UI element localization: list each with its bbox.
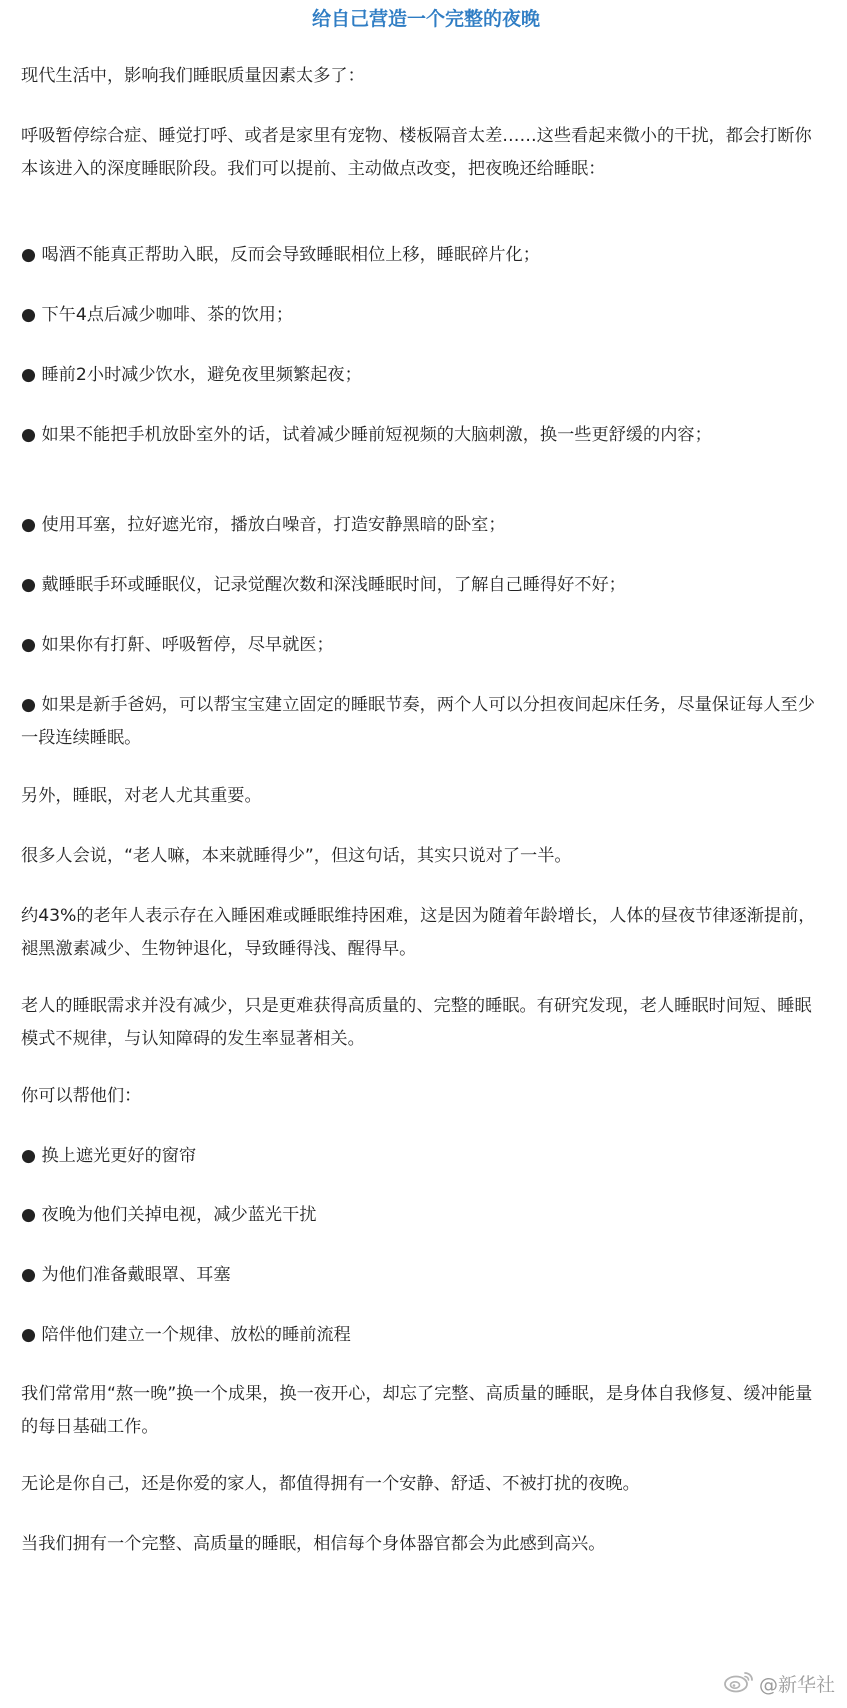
paragraph-elderly-intro: 另外，睡眠，对老人尤其重要。 [21, 786, 262, 806]
watermark [723, 1668, 835, 1698]
intro-paragraph: 现代生活中，影响我们睡眠质量因素太多了： [21, 66, 365, 86]
paragraph-elderly-research: 老人的睡眠需求并没有减少，只是更难获得高质量的、完整的睡眠。有研究发现，老人睡眠时间短、睡眠模式不规律，与认知障碍的发生率显著相关。 [21, 996, 812, 1049]
paragraph-elderly-statistic: 约43%的老年人表示存在入睡困难或睡眠维持困难，这是因为随着年龄增长，人体的昼夜节律逐渐提前，褪黑激素减少、生物钟退化，导致睡得浅、醒得早。 [21, 906, 816, 959]
tip-parents: ● 如果是新手爸妈，可以帮宝宝建立固定的睡眠节奏，两个人可以分担夜间起床任务，尽量保证每人至少一段连续睡眠。 [21, 695, 815, 748]
weibo-logo-icon [723, 1669, 759, 1698]
paragraph-family: 无论是你自己，还是你爱的家人，都值得拥有一个安静、舒适、不被打扰的夜晚。 [21, 1474, 640, 1494]
help-eye-mask: ● 为他们准备戴眼罩、耳塞 [21, 1265, 231, 1285]
tip-bedroom: ● 使用耳塞，拉好遮光帘，播放白噪音，打造安静黑暗的卧室； [21, 515, 506, 535]
tip-alcohol: ● 喝酒不能真正帮助入眠，反而会导致睡眠相位上移，睡眠碎片化； [21, 245, 540, 265]
paragraph-reflection: 我们常常用“熬一晚”换一个成果，换一夜开心，却忘了完整、高质量的睡眠，是身体自我修复、缓冲能量的每日基础工作。 [21, 1384, 813, 1437]
paragraph-closing: 当我们拥有一个完整、高质量的睡眠，相信每个身体器官都会为此感到高兴。 [21, 1534, 606, 1554]
tip-tracker: ● 戴睡眠手环或睡眠仪，记录觉醒次数和深浅睡眠时间，了解自己睡得好不好； [21, 575, 626, 595]
paragraph-elderly-myth: 很多人会说，“老人嘛，本来就睡得少”，但这句话，其实只说对了一半。 [21, 846, 572, 866]
help-tv: ● 夜晚为他们关掉电视，减少蓝光干扰 [21, 1205, 317, 1225]
watermark-text: @新华社 [758, 1673, 835, 1696]
tip-phone: ● 如果不能把手机放卧室外的话，试着减少睡前短视频的大脑刺激，换一些更舒缓的内容； [21, 425, 712, 445]
tip-water: ● 睡前2小时减少饮水，避免夜里频繁起夜； [21, 365, 362, 385]
help-routine: ● 陪伴他们建立一个规律、放松的睡前流程 [21, 1325, 351, 1345]
help-curtains: ● 换上遮光更好的窗帘 [21, 1146, 197, 1166]
paragraph-interferences: 呼吸暂停综合症、睡觉打呼、或者是家里有宠物、楼板隔音太差……这些看起来微小的干扰，都会打断你本该进入的深度睡眠阶段。我们可以提前、主动做点改变，把夜晚还给睡眠： [21, 126, 812, 179]
article-title: 给自己营造一个完整的夜晚 [311, 8, 540, 30]
tip-caffeine: ● 下午4点后减少咖啡、茶的饮用； [21, 305, 294, 325]
paragraph-help-intro: 你可以帮他们： [21, 1086, 142, 1106]
tip-snoring: ● 如果你有打鼾、呼吸暂停，尽早就医； [21, 635, 334, 655]
